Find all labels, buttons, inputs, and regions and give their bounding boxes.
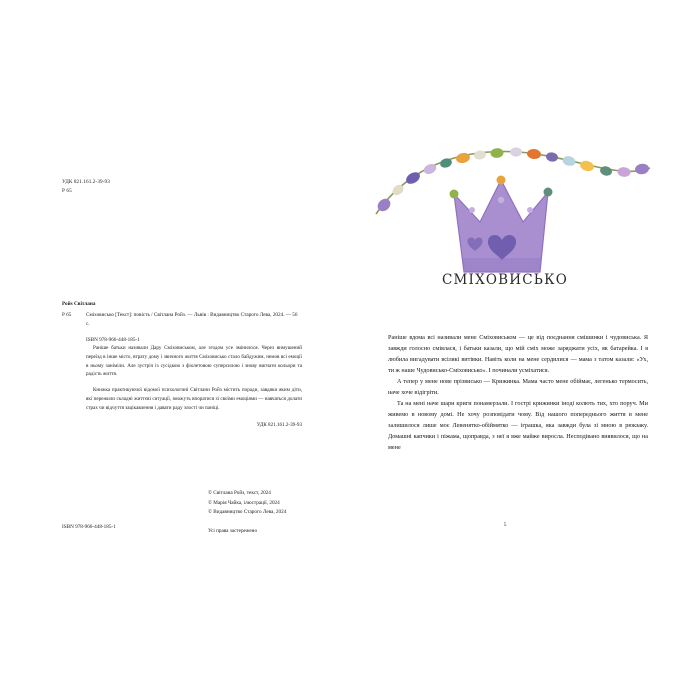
crown-dot-2 [498,197,504,203]
bead-11 [545,151,558,162]
annotation-paragraph-2: Книжка практикуючої відомої психологині Світлани Ройз містить поради, завдяки яким діти, які пережили складні життєві ситуації, зможуть впоратися зі своїми емоціями — навчаться долати страх чи відчуття зацікавлення і давати раду злості чи паніці. [86,387,302,411]
bead-7 [473,150,486,161]
crown-shape [450,176,553,273]
bead-8 [490,148,504,158]
body-paragraph-2: А тепер у мене нове прізвисько — Крижинка. Мама часто мене обіймає, легенько термосить, наче хоче відігріти. [388,378,648,397]
crown-dot-3 [527,207,533,213]
cip-description-row [62,311,302,329]
annotation-block [86,344,302,430]
bead-14 [599,165,613,177]
bead-10 [527,148,542,159]
bead-13 [579,159,595,172]
copyright-line-3: © Видавництво Старого Лева, 2024 [208,509,287,516]
copyright-block [208,489,286,518]
bead-15 [617,167,631,177]
annotation-udc: УДК 821.161.2-39-93 [256,422,302,429]
copyright-line-2: © Марія Чайка, ілюстрації, 2024 [208,499,280,506]
crown-tip-bead-right [544,188,553,197]
crown-tip-bead-center [497,176,506,185]
cip-description: Сміховисько [Текст]: повість / Світлана Ройз. — Львів : Видавництво Старого Лева, 2024. — 56 с. [86,312,298,328]
crown-dot-1 [469,207,475,213]
bead-6 [455,152,471,165]
body-paragraph-3: Та на мені наче шари криги понамерзали. І гострі крижинки іноді колють тих, хто поруч. Ми живемо в новому домі. Не хочу розповідати чому. Від нашого попереднього життя в мене залишилося лише моє Левенятко-обіймятко — іграшка, яка завжди була зі мною в рюкзаку. Домашні капчики і піжама, щоправда, з неї я вже майже виросла. Несподівано виявилося, що на мене [388,400,648,452]
annotation-paragraph-1: Раніше батьки називали Дару Сміховиськом, але згодом усе змінилося. Через вимушений переїзд в інше місто, втрату дому і звичного життя Сміховисько стало байдужим, немов всі емоції в ньому заніміли. Але зустріч із сусідкою з фіолетовою суперсилою і знову вигнати кольори та радість життя. [86,345,302,378]
body-paragraph-1: Раніше вдома всі називали мене Сміховиськом — це від поєднання смішинки і чудовиська. Я завжди голосно сміялася, і батьки казали, що мій сміх може заряджати усіх, як батарейка. І я любила вигадувати всілякі витівки. Навіть коли на мене сердилися — мама з татом казали: «Ух, ти ж наше Чудовисько-Сміховисько». І починали усміхатися. [388,334,648,375]
crown-illustration [368,128,658,273]
udc-block [62,178,110,197]
crown-tip-bead-left [450,190,459,199]
chapter-body [388,332,648,453]
udc-line-1: УДК 821.161.2-39-93 [62,179,110,185]
rights-reserved-note: Усі права застережено [208,528,258,534]
bead-9 [510,147,522,156]
page-number: 5 [503,522,507,528]
udc-line-2: Р 65 [62,188,72,195]
bead-16 [634,163,649,175]
cip-author: Ройs Світлана [62,301,96,307]
chapter-title: СМІХОВИСЬКО [442,272,568,288]
cip-block [62,300,302,345]
copyright-line-1: © Світлана Ройз, текст, 2024 [208,490,271,496]
cip-sigla: Р 65 [62,312,72,319]
cip-isbn: ISBN 978-966-448-185-1 [86,337,140,344]
crown-band [463,258,542,272]
bead-12 [562,155,577,167]
isbn-bottom: ISBN 978-966-448-185-1 [62,524,116,530]
right-page [350,0,700,700]
